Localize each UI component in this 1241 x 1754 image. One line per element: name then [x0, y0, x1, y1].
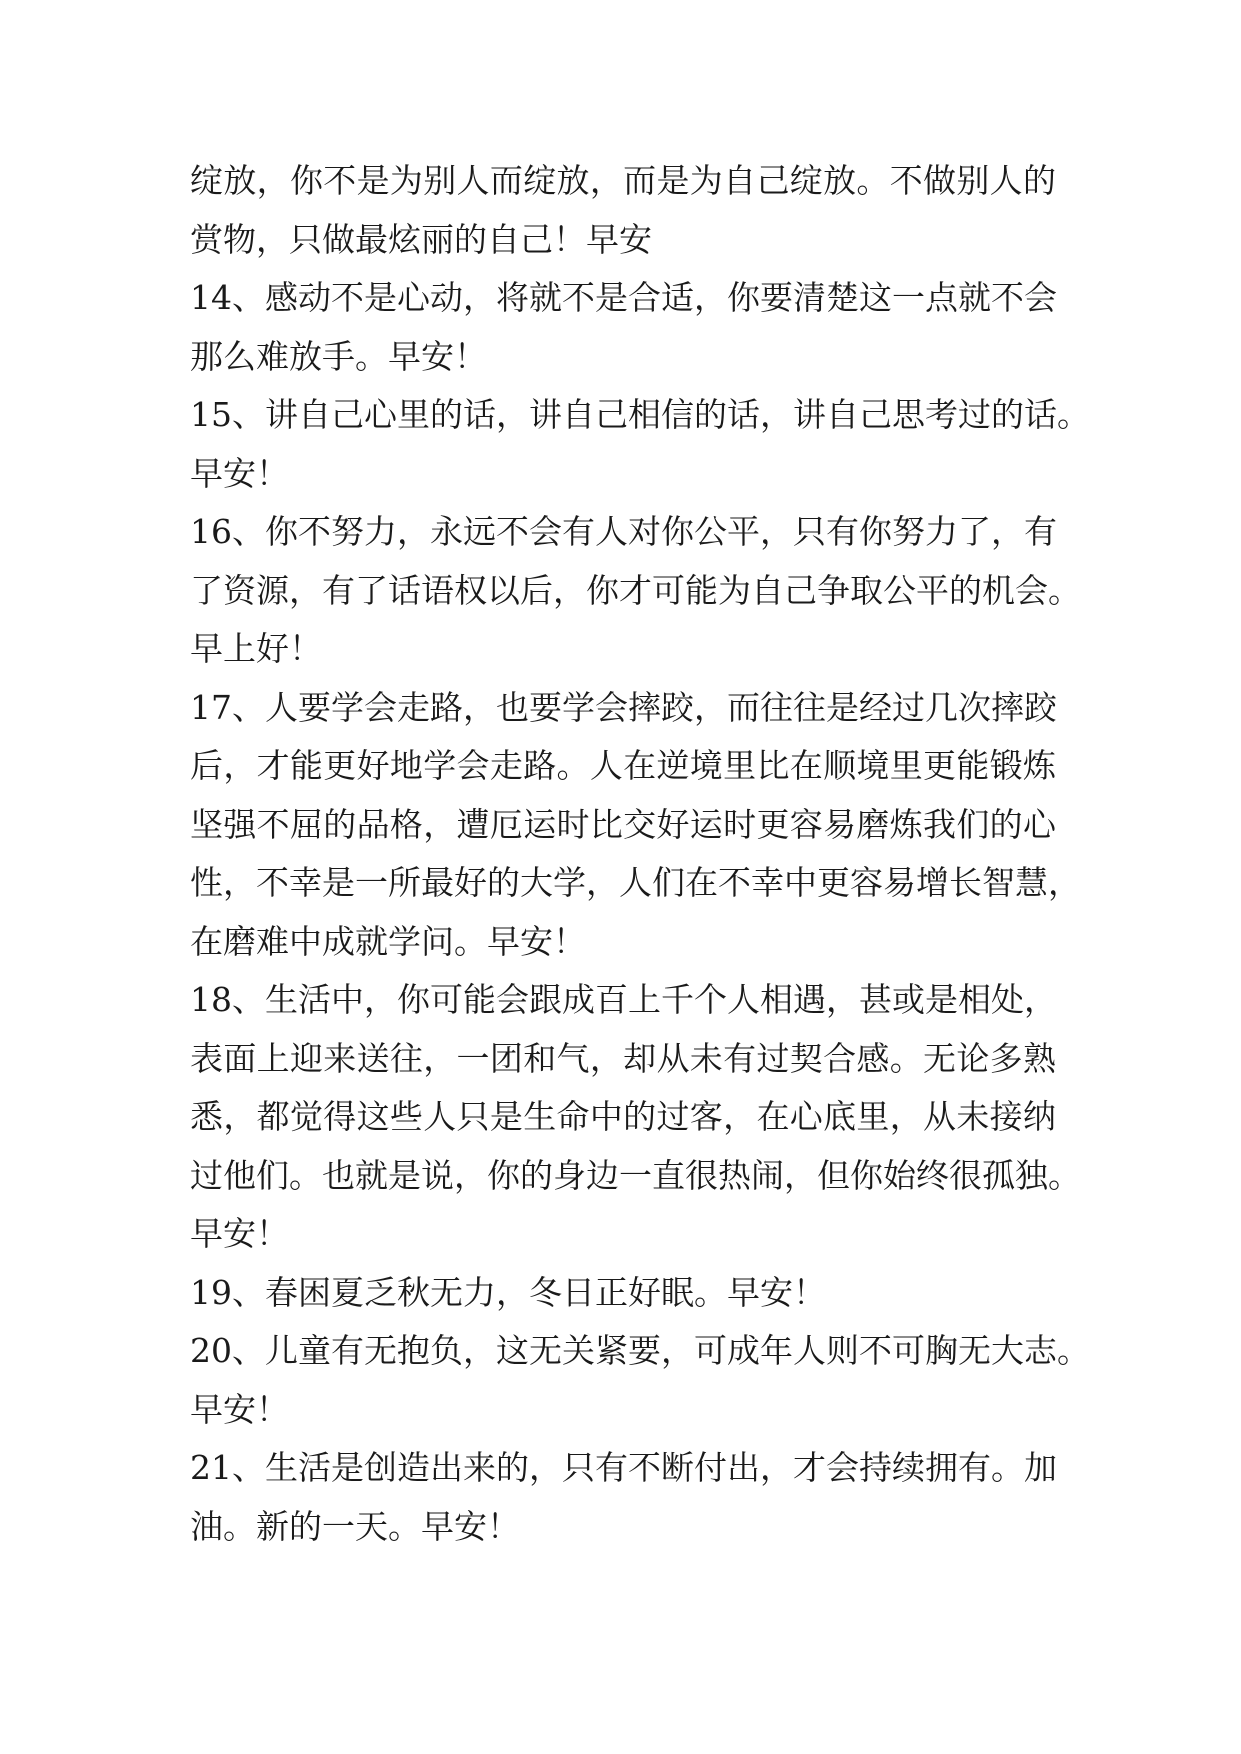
text-line: 表面上迎来送往，一团和气，却从未有过契合感。无论多熟	[190, 1038, 1056, 1078]
text-line: 悉，都觉得这些人只是生命中的过客，在心底里，从未接纳	[190, 1097, 1056, 1136]
text-line: 早上好！	[190, 629, 322, 668]
text-line: 油。新的一天。早安！	[190, 1506, 520, 1546]
text-line: 早安！	[190, 1214, 289, 1253]
text-line: 20、儿童有无抱负，这无关紧要，可成年人则不可胸无大志。	[190, 1331, 1090, 1370]
text-line: 后，才能更好地学会走路。人在逆境里比在顺境里更能锻炼	[190, 746, 1056, 785]
text-line: 18、生活中，你可能会跟成百上千个人相遇，甚或是相处，	[190, 980, 1057, 1019]
text-line: 19、春困夏乏秋无力，冬日正好眠。早安！	[190, 1272, 826, 1312]
text-body	[190, 152, 1090, 1556]
text-line: 在磨难中成就学问。早安！	[190, 921, 586, 961]
text-line: 14、感动不是心动，将就不是合适，你要清楚这一点就不会	[190, 278, 1057, 317]
text-line: 15、讲自己心里的话，讲自己相信的话，讲自己思考过的话。	[190, 395, 1090, 434]
text-line: 了资源，有了话语权以后，你才可能为自己争取公平的机会。	[190, 570, 1081, 610]
text-line: 过他们。也就是说，你的身边一直很热闹，但你始终很孤独。	[190, 1155, 1081, 1195]
text-line: 性，不幸是一所最好的大学，人们在不幸中更容易增长智慧，	[190, 863, 1081, 902]
text-line: 早安！	[190, 1389, 289, 1429]
text-line: 赏物，只做最炫丽的自己！早安	[190, 219, 652, 259]
text-line: 21、生活是创造出来的，只有不断付出，才会持续拥有。加	[190, 1448, 1057, 1487]
text-line: 17、人要学会走路，也要学会摔跤，而往往是经过几次摔跤	[190, 687, 1057, 727]
text-line: 绽放，你不是为别人而绽放，而是为自己绽放。不做别人的	[190, 161, 1056, 200]
text-line: 那么难放手。早安！	[190, 336, 487, 376]
text-line: 坚强不屈的品格，遭厄运时比交好运时更容易磨炼我们的心	[190, 804, 1056, 844]
text-line: 早安！	[190, 453, 289, 493]
text-line: 16、你不努力，永远不会有人对你公平，只有你努力了，有	[190, 512, 1057, 551]
